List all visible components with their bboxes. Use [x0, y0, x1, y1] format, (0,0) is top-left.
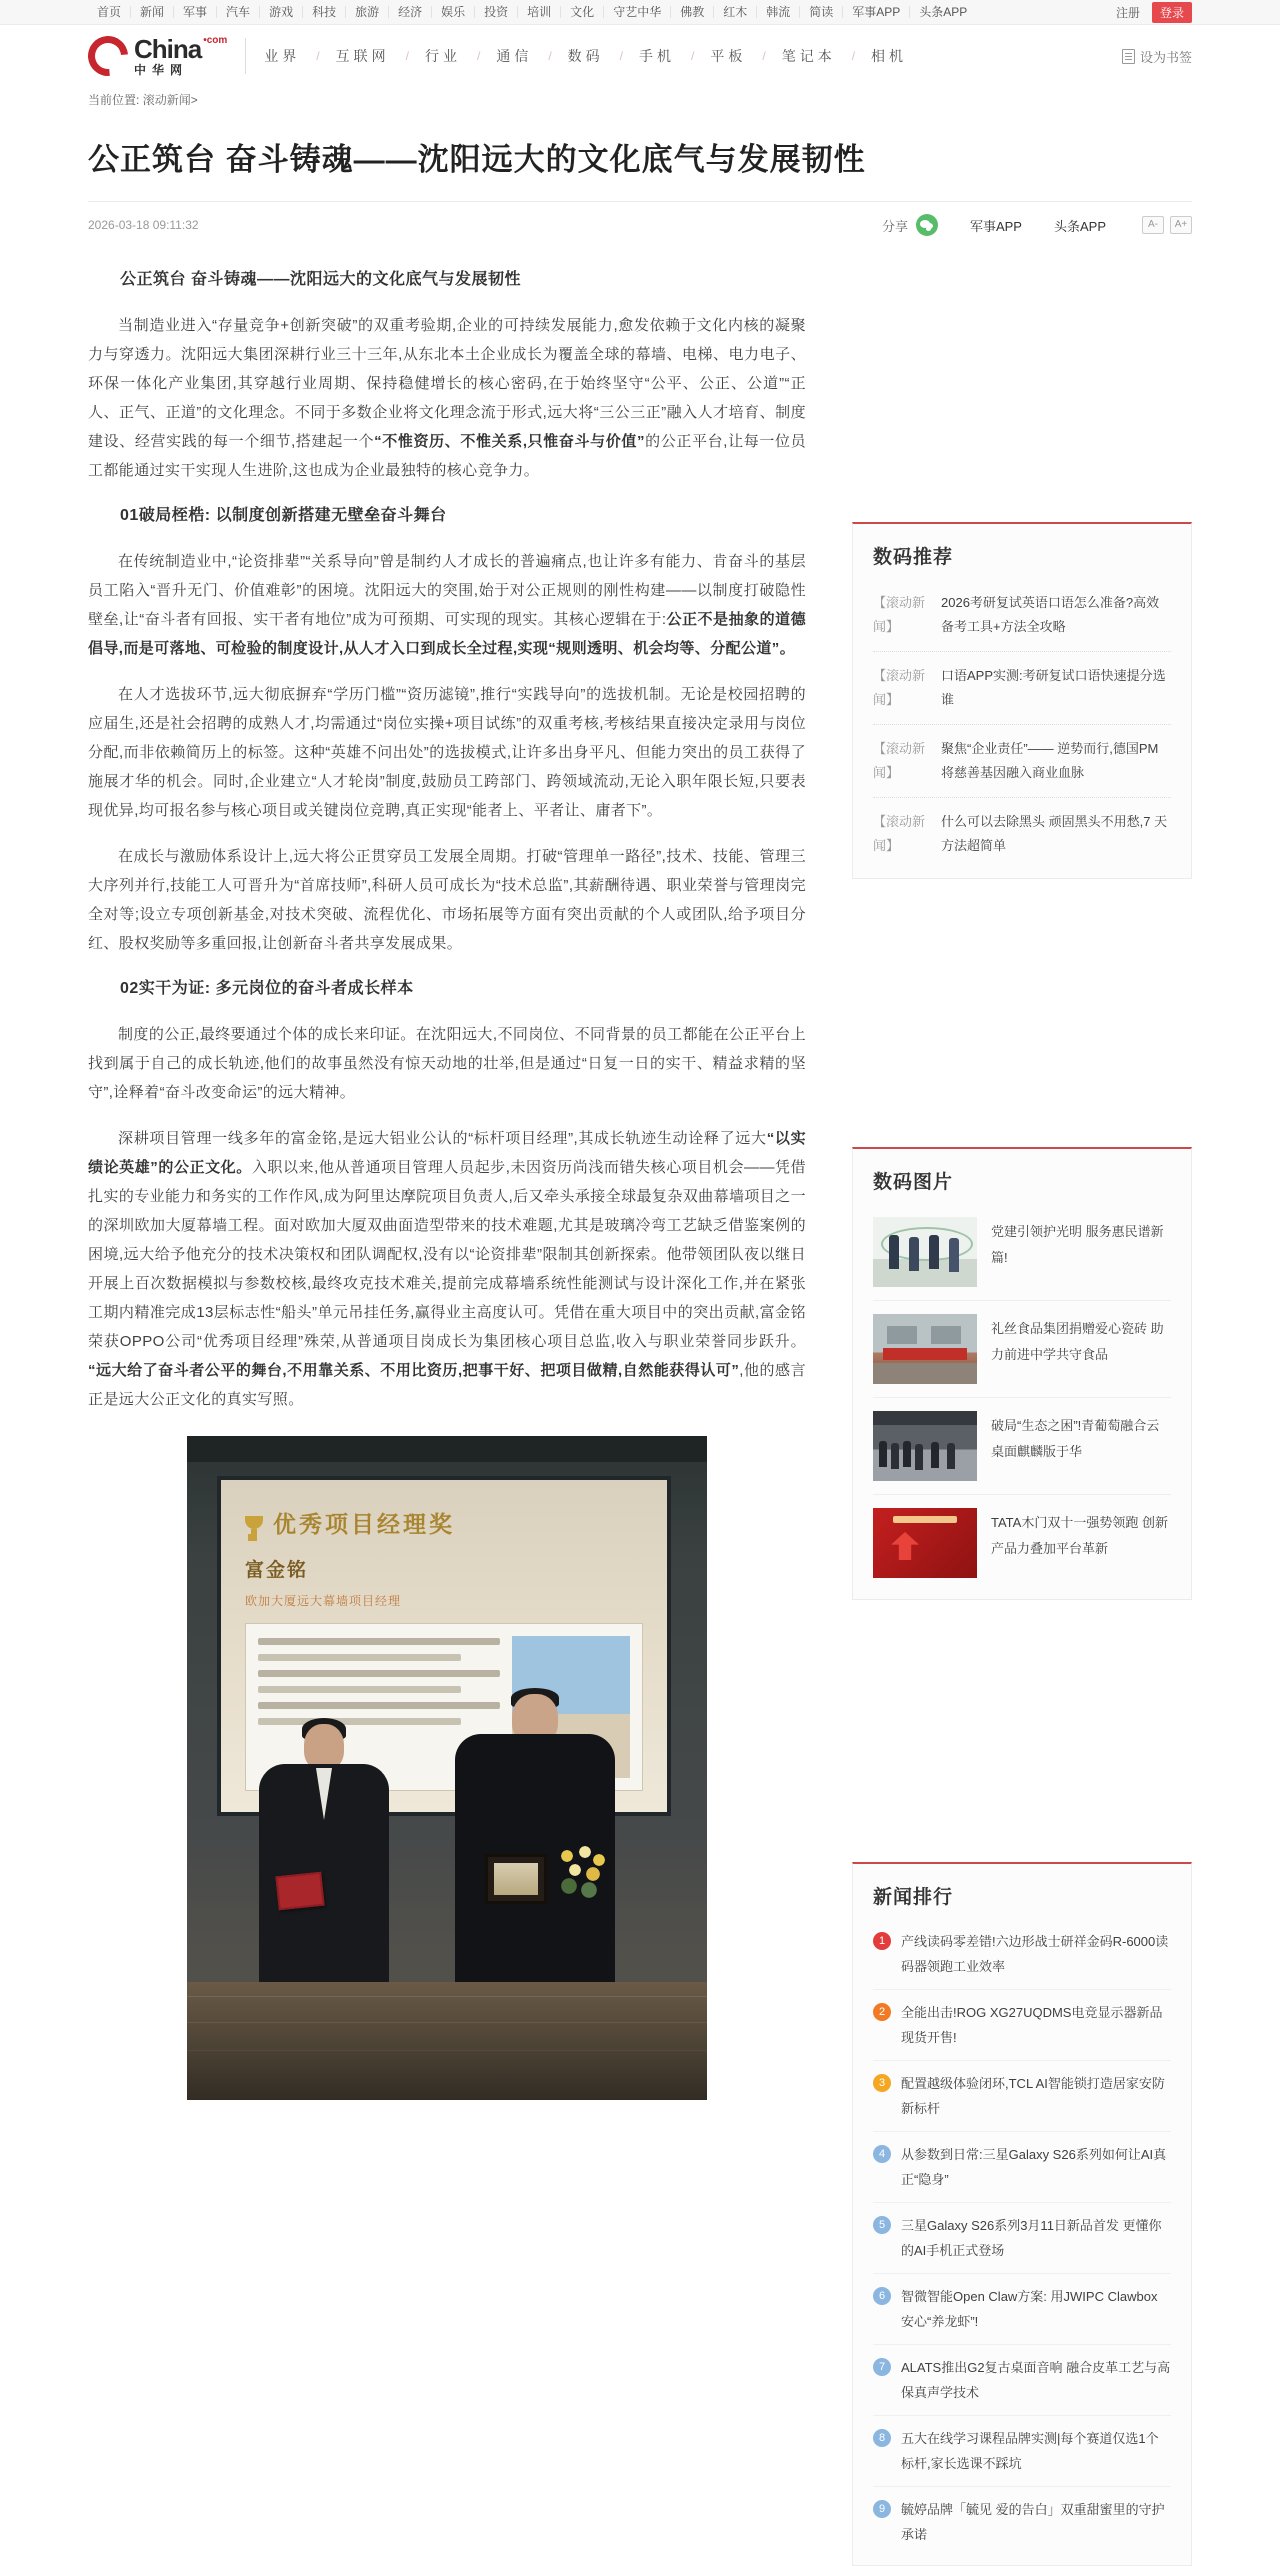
- photo-ceiling: [187, 1436, 707, 1462]
- photos-title: 数码图片: [873, 1172, 954, 1193]
- trophy-icon: [245, 1516, 263, 1529]
- topnav-link-科技[interactable]: 科技: [303, 6, 346, 18]
- logo-cn-text: 中华网: [134, 63, 189, 77]
- ranking-list: [873, 1919, 1171, 2557]
- page-title: 公正筑台 奋斗铸魂——沈阳远大的文化底气与发展韧性: [88, 142, 866, 177]
- topnav-link-佛教[interactable]: 佛教: [671, 6, 714, 18]
- topnav-link-军事[interactable]: 军事: [174, 6, 217, 18]
- sidebar-box-recommend: [852, 522, 1192, 879]
- topnav-link-投资[interactable]: 投资: [475, 6, 518, 18]
- rank-badge: 1: [873, 1932, 891, 1950]
- login-button[interactable]: 登录: [1152, 2, 1192, 23]
- screen-award-title: 优秀项目经理奖: [273, 1511, 455, 1537]
- article-paragraph: 制度的公正,最终要通过个体的成长来印证。在沈阳远大,不同岗位、不同背景的员工都能在公正平台上找到属于自己的成长轨迹,他们的故事虽然没有惊天动地的壮举,但是通过“日复一日的实干、精益求精的坚守”,诠释着“奋斗改变命运”的远大精神。: [88, 1026, 806, 1101]
- ranking-item-text: 全能出击!ROG XG27UQDMS电竞显示器新品现货开售!: [901, 2005, 1163, 2045]
- photo-thumb-expo[interactable]: [873, 1411, 977, 1481]
- wechat-share-icon[interactable]: [916, 214, 938, 236]
- recommend-item-text: 2026考研复试英语口语怎么准备?高效备考工具+方法全攻略: [941, 595, 1160, 634]
- ranking-item[interactable]: [873, 2416, 1171, 2487]
- font-smaller-button[interactable]: A-: [1142, 216, 1164, 234]
- ranking-item[interactable]: [873, 2487, 1171, 2557]
- topnav-link-文化[interactable]: 文化: [561, 6, 604, 18]
- rank-badge: 4: [873, 2145, 891, 2163]
- bookmark-label: 设为书签: [1139, 49, 1192, 65]
- photo-item-text: TATA木门双十一强势领跑 创新产品力叠加平台革新: [991, 1515, 1168, 1556]
- recommend-item-tag: 【滚动新闻】: [873, 741, 926, 780]
- ranking-item[interactable]: [873, 2274, 1171, 2345]
- logo-china-text: China: [134, 34, 202, 64]
- photo-item[interactable]: [873, 1495, 1171, 1591]
- site-logo[interactable]: [88, 36, 227, 76]
- article-paragraph: 当制造业进入“存量竞争+创新突破”的双重考验期,企业的可持续发展能力,愈发依赖于文化内核的凝聚力与穿透力。沈阳远大集团深耕行业三十三年,从东北本土企业成长为覆盖全球的幕墙、电梯、电力电子、环保一体化产业集团,其穿越行业周期、保持稳健增长的核心密码,在于始终坚守“公平、公正、公道”“正人、正气、正道”的文化理念。不同于多数企业将文化理念流于形式,远大将“三公三正”融入人才培育、制度建设、经营实践的每一个细节,搭建起一个“不惟资历、不惟关系,只惟奋斗与价值”的公正平台,让每一位员工都能通过实干实现人生进阶,这也成为企业最独特的核心竞争力。: [88, 317, 806, 479]
- bookmark-icon: [1122, 49, 1135, 64]
- topnav-link-旅游[interactable]: 旅游: [346, 6, 389, 18]
- topnav-link-新闻[interactable]: 新闻: [131, 6, 174, 18]
- share-button[interactable]: [882, 214, 938, 236]
- breadcrumb-link-scroll-news[interactable]: 滚动新闻>: [142, 93, 198, 107]
- recommend-item[interactable]: [873, 798, 1171, 870]
- recommend-item-text: 口语APP实测:考研复试口语快速提分选谁: [941, 668, 1166, 707]
- topnav-link-军事APP[interactable]: 军事APP: [843, 6, 910, 18]
- channel-nav-业界[interactable]: 业界: [264, 48, 301, 64]
- share-label: 分享: [881, 218, 908, 234]
- ranking-item[interactable]: [873, 2061, 1171, 2132]
- photo-item[interactable]: [873, 1301, 1171, 1398]
- rank-badge: 9: [873, 2500, 891, 2518]
- rank-badge: 8: [873, 2429, 891, 2447]
- photo-item[interactable]: [873, 1204, 1171, 1301]
- photo-item-text: 破局“生态之困”!青葡萄融合云桌面麒麟版于华: [991, 1418, 1160, 1459]
- topnav-link-韩流[interactable]: 韩流: [757, 6, 800, 18]
- ranking-item[interactable]: [873, 2132, 1171, 2203]
- channel-nav-相机[interactable]: 相机: [871, 48, 908, 64]
- article-column: [88, 236, 806, 2100]
- recommend-item-tag: 【滚动新闻】: [873, 668, 926, 707]
- ranking-item[interactable]: [873, 2203, 1171, 2274]
- topnav-link-汽车[interactable]: 汽车: [217, 6, 260, 18]
- nav-separator: /: [851, 49, 856, 63]
- nav-separator: /: [548, 49, 552, 63]
- screen-award-subtitle: 欧加大厦远大幕墙项目经理: [245, 1594, 402, 1608]
- logo-c-swoosh-icon: [80, 28, 136, 84]
- ranking-item[interactable]: [873, 1990, 1171, 2061]
- award-plaque: [485, 1854, 547, 1904]
- section-heading: 02实干为证: 多元岗位的奋斗者成长样本: [120, 980, 414, 997]
- photo-thumb-office[interactable]: [873, 1217, 977, 1287]
- sidebar: [852, 236, 1192, 2566]
- rank-badge: 5: [873, 2216, 891, 2234]
- headline-app-link[interactable]: 头条APP: [1053, 218, 1106, 234]
- set-bookmark-button[interactable]: [1122, 47, 1192, 66]
- article-body: [88, 266, 806, 1414]
- topnav-link-头条APP[interactable]: 头条APP: [919, 5, 968, 19]
- recommend-item-text: 聚焦“企业责任”—— 逆势而行,德国PM将慈善基因融入商业血脉: [941, 741, 1159, 780]
- breadcrumb-label: 当前位置:: [88, 93, 140, 107]
- site-header: [0, 25, 1280, 87]
- ranking-title: 新闻排行: [873, 1887, 954, 1908]
- photo-item[interactable]: [873, 1398, 1171, 1495]
- ranking-item-text: 五大在线学习课程品牌实测|每个赛道仅选1个标杆,家长选课不踩坑: [901, 2431, 1159, 2471]
- ranking-item-text: 从参数到日常:三星Galaxy S26系列如何让AI真正“隐身”: [901, 2147, 1167, 2187]
- recommend-item-tag: 【滚动新闻】: [873, 595, 926, 634]
- ranking-item-text: 产线读码零差错!六边形战士研祥金码R-6000读码器领跑工业效率: [901, 1934, 1169, 1974]
- logo-divider: [245, 38, 246, 74]
- channel-nav-手机[interactable]: 手机: [639, 48, 676, 64]
- topnav-link-经济[interactable]: 经济: [389, 6, 432, 18]
- article-paragraph: 在成长与激励体系设计上,远大将公正贯穿员工发展全周期。打破“管理单一路径”,技术、技能、管理三大序列并行,技能工人可晋升为“首席技师”,科研人员可成长为“技术总监”,其薪酬待遇、职业荣誉与管理岗完全对等;设立专项创新基金,对技术突破、流程优化、市场拓展等方面有突出贡献的个人或团队,给予项目分红、股权奖励等多重回报,让创新奋斗者共享发展成果。: [88, 848, 806, 952]
- channel-nav-平板[interactable]: 平板: [710, 48, 747, 64]
- recommend-item-text: 什么可以去除黑头 顽固黑头不用愁,7 天方法超简单: [941, 814, 1168, 853]
- recommend-item[interactable]: [873, 725, 1171, 798]
- recommend-item[interactable]: [873, 579, 1171, 652]
- photos-list: [873, 1204, 1171, 1591]
- breadcrumb: [88, 87, 1192, 118]
- ranking-item[interactable]: [873, 2345, 1171, 2416]
- ranking-item-text: 配置越级体验闭环,TCL AI智能锁打造居家安防新标杆: [901, 2076, 1165, 2116]
- photo-thumb-promo[interactable]: [873, 1508, 977, 1578]
- ranking-item[interactable]: [873, 1919, 1171, 1990]
- topnav-link-首页[interactable]: 首页: [88, 6, 131, 18]
- channel-nav-笔记本[interactable]: 笔记本: [781, 48, 836, 64]
- nav-separator: /: [316, 49, 320, 63]
- nav-separator: /: [476, 49, 481, 63]
- ranking-item-text: 三星Galaxy S26系列3月11日新品首发 更懂你的AI手机正式登场: [901, 2218, 1162, 2258]
- section-heading: 01破局桎梏: 以制度创新搭建无壁垒奋斗舞台: [120, 507, 447, 524]
- publish-date: 2026-03-18 09:11:32: [88, 218, 199, 232]
- military-app-link[interactable]: 军事APP: [969, 218, 1022, 234]
- screen-award-name: 富金铭: [245, 1560, 309, 1581]
- ranking-item-text: 智微智能Open Claw方案: 用JWIPC Clawbox 安心“养龙虾”!: [901, 2289, 1158, 2329]
- recommend-title: 数码推荐: [873, 547, 954, 568]
- recommend-list: [873, 579, 1171, 870]
- nav-separator: /: [762, 49, 766, 63]
- article-paragraph: 深耕项目管理一线多年的富金铭,是远大铝业公认的“标杆项目经理”,其成长轨迹生动诠释了远大“以实绩论英雄”的公正文化。入职以来,他从普通项目管理人员起步,未因资历尚浅而错失核心项目机会——凭借扎实的专业能力和务实的工作作风,成为阿里达摩院项目负责人,后又牵头承接全球最复杂双曲幕墙项目之一的深圳欧加大厦幕墙工程。面对欧加大厦双曲面造型带来的技术难题,尤其是玻璃冷弯工艺缺乏借鉴案例的困境,远大给予他充分的技术决策权和团队调配权,没有以“论资排辈”限制其创新探索。他带领团队夜以继日开展上百次数据模拟与参数校核,最终攻克技术难关,提前完成幕墙系统性能测试与设计深化工作,并在紧张工期内精准完成13层标志性“船头”单元吊挂任务,赢得业主高度认可。凭借在重大项目中的突出贡献,富金铭荣获OPPO公司“优秀项目经理”殊荣,从普通项目岗成长为集团核心项目总监,收入与职业荣誉同步跃升。“远大给了奋斗者公平的舞台,不用靠关系、不用比资历,把事干好、把项目做精,自然能获得认可”,他的感言正是远大公正文化的真实写照。: [88, 1130, 807, 1408]
- recommend-item-tag: 【滚动新闻】: [873, 814, 926, 853]
- rank-badge: 2: [873, 2003, 891, 2021]
- topnav-link-娱乐[interactable]: 娱乐: [432, 6, 475, 18]
- sidebar-box-photos: [852, 1147, 1192, 1600]
- channel-nav-数码[interactable]: 数码: [567, 48, 604, 64]
- article-paragraph: 在传统制造业中,“论资排辈”“关系导向”曾是制约人才成长的普遍痛点,也让许多有能力、肯奋斗的基层员工陷入“晋升无门、价值难彰”的困境。沈阳远大的突围,始于对公正规则的刚性构建——以制度打破隐性壁垒,让“奋斗者有回报、实干者有地位”成为可预期、可实现的现实。其核心逻辑在于:公正不是抽象的道德倡导,而是可落地、可检验的制度设计,从人才入口到成长全过程,实现“规则透明、机会均等、分配公道”。: [88, 553, 806, 657]
- topnav-link-培训[interactable]: 培训: [518, 6, 561, 18]
- topnav-link-守艺中华[interactable]: 守艺中华: [604, 6, 671, 18]
- topnav-link-游戏[interactable]: 游戏: [260, 6, 303, 18]
- rank-badge: 3: [873, 2074, 891, 2092]
- top-nav: [88, 6, 976, 18]
- logo-com-text: •com: [203, 35, 228, 46]
- ranking-item-text: ALATS推出G2复古桌面音响 融合皮革工艺与高保真声学技术: [901, 2360, 1171, 2400]
- channel-nav-行业[interactable]: 行业: [424, 48, 461, 64]
- nav-separator: /: [405, 49, 409, 63]
- channel-nav: [264, 46, 907, 66]
- ranking-item-text: 毓婷品牌「毓见 爱的告白」双重甜蜜里的守护承诺: [901, 2502, 1165, 2542]
- nav-separator: /: [691, 49, 695, 63]
- photo-thumb-banner[interactable]: [873, 1314, 977, 1384]
- nav-separator: /: [619, 49, 624, 63]
- rank-badge: 7: [873, 2358, 891, 2376]
- article-subtitle: 公正筑台 奋斗铸魂——沈阳远大的文化底气与发展韧性: [120, 271, 521, 288]
- register-link[interactable]: 注册: [1115, 5, 1140, 20]
- font-larger-button[interactable]: A+: [1170, 216, 1192, 234]
- recommend-item[interactable]: [873, 652, 1171, 725]
- photo-item-text: 党建引领护光明 服务惠民谱新篇!: [991, 1224, 1164, 1265]
- topnav-link-红木[interactable]: 红木: [714, 6, 757, 18]
- channel-nav-互联网[interactable]: 互联网: [335, 48, 390, 64]
- article-paragraph: 在人才选拔环节,远大彻底摒弃“学历门槛”“资历滤镜”,推行“实践导向”的选拔机制。无论是校园招聘的应届生,还是社会招聘的成熟人才,均需通过“岗位实操+项目试练”的双重考核,考核结果直接决定录用与岗位分配,而非依赖简历上的标签。这种“英雄不问出处”的选拔模式,让许多出身平凡、但能力突出的员工获得了施展才华的机会。同时,企业建立“人才轮岗”制度,鼓励员工跨部门、跨领域流动,无论入职年限长短,只要表现优异,均可报名参与核心项目或关键岗位竞聘,真正实现“能者上、平者让、庸者下”。: [88, 686, 806, 819]
- channel-nav-通信[interactable]: 通信: [496, 48, 533, 64]
- photo-floor: [187, 1982, 707, 2100]
- article-photo-award-ceremony: [187, 1436, 707, 2100]
- topnav-link-简读[interactable]: 简读: [800, 6, 843, 18]
- red-certificate: [275, 1872, 324, 1911]
- top-utility-bar: [0, 0, 1280, 25]
- rank-badge: 6: [873, 2287, 891, 2305]
- sidebar-box-ranking: [852, 1862, 1192, 2566]
- photo-item-text: 礼丝食品集团捐赠爱心瓷砖 助力前进中学共守食品: [991, 1321, 1164, 1362]
- flower-bouquet: [555, 1844, 609, 1904]
